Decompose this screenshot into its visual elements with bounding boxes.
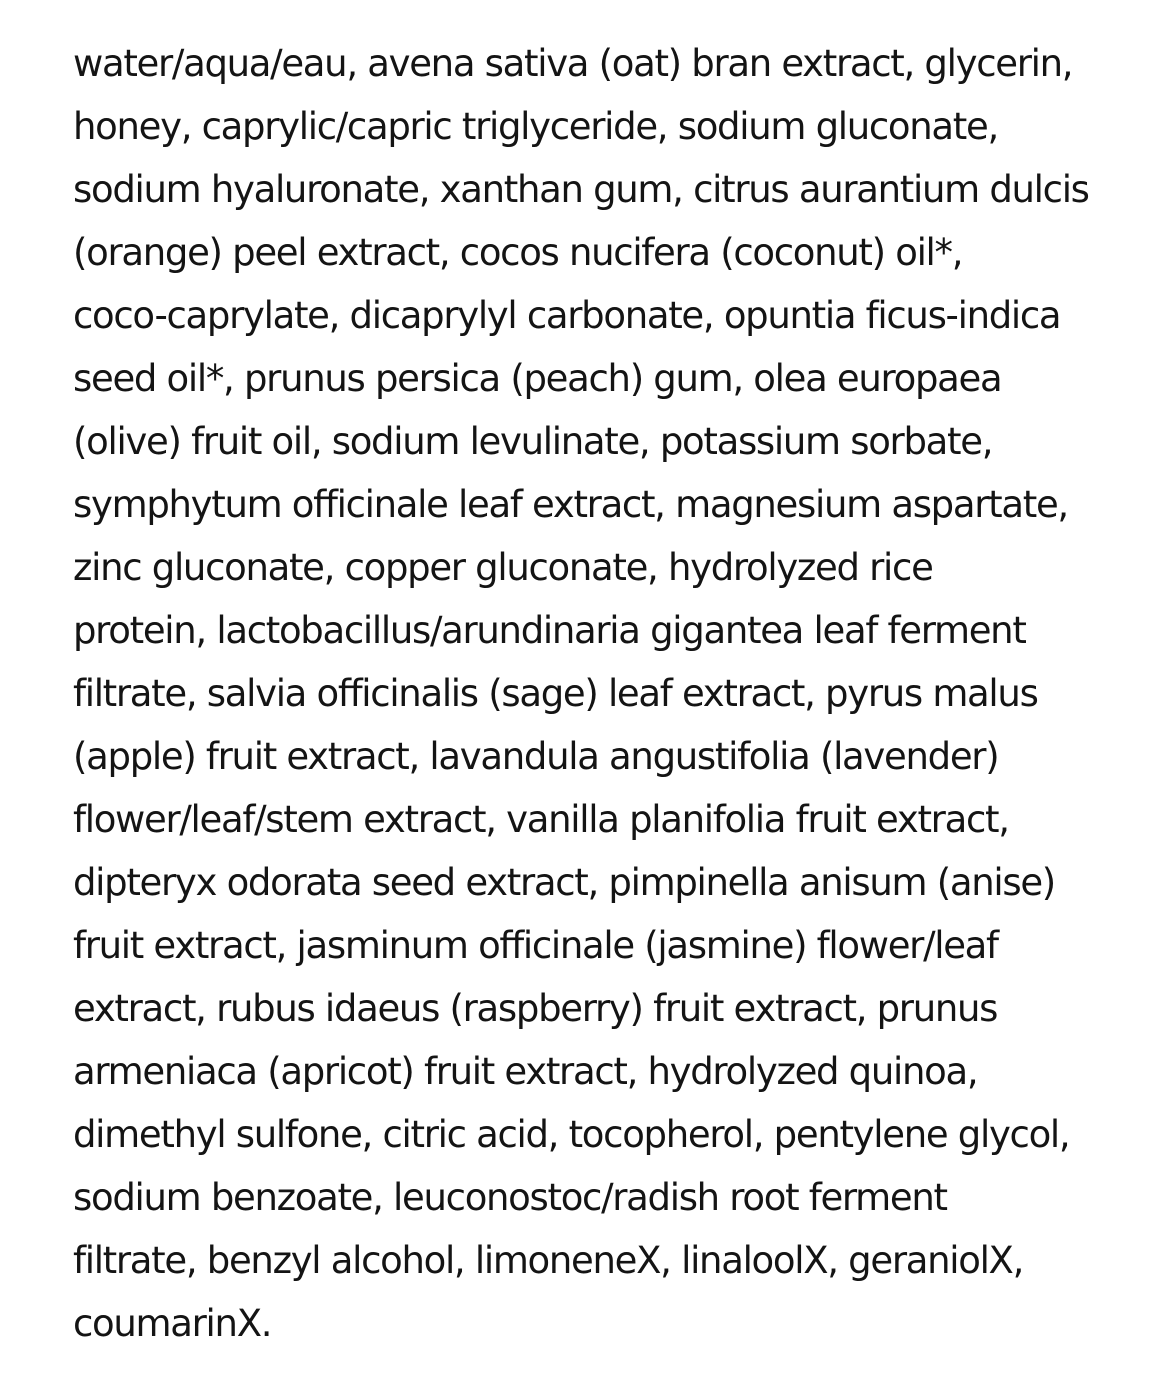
ingredient-line: flower/leaf/stem extract, vanilla planifolia fruit extract, bbox=[73, 798, 1009, 841]
ingredient-line: seed oil*, prunus persica (peach) gum, olea europaea bbox=[73, 357, 1002, 400]
ingredient-line: (apple) fruit extract, lavandula angustifolia (lavender) bbox=[73, 735, 999, 778]
ingredient-line: honey, caprylic/capric triglyceride, sodium gluconate, bbox=[73, 105, 998, 148]
ingredient-line: sodium benzoate, leuconostoc/radish root ferment bbox=[73, 1176, 947, 1219]
ingredient-line: zinc gluconate, copper gluconate, hydrolyzed rice bbox=[73, 546, 933, 589]
ingredient-line: symphytum officinale leaf extract, magnesium aspartate, bbox=[73, 483, 1068, 526]
ingredient-line: protein, lactobacillus/arundinaria gigantea leaf ferment bbox=[73, 609, 1026, 652]
ingredient-line: sodium hyaluronate, xanthan gum, citrus aurantium dulcis bbox=[73, 168, 1089, 211]
ingredient-line: armeniaca (apricot) fruit extract, hydrolyzed quinoa, bbox=[73, 1050, 978, 1093]
ingredient-line: dipteryx odorata seed extract, pimpinella anisum (anise) bbox=[73, 861, 1055, 904]
ingredient-line: (orange) peel extract, cocos nucifera (coconut) oil*, bbox=[73, 231, 963, 274]
ingredient-line: filtrate, benzyl alcohol, limoneneⅩ, linaloolⅩ, geraniolⅩ, bbox=[73, 1239, 1024, 1282]
ingredient-list bbox=[73, 32, 1133, 1355]
ingredient-line: extract, rubus idaeus (raspberry) fruit extract, prunus bbox=[73, 987, 998, 1030]
ingredient-line: (olive) fruit oil, sodium levulinate, potassium sorbate, bbox=[73, 420, 993, 463]
ingredient-line: dimethyl sulfone, citric acid, tocopherol, pentylene glycol, bbox=[73, 1113, 1070, 1156]
ingredient-line: water/aqua/eau, avena sativa (oat) bran extract, glycerin, bbox=[73, 42, 1073, 85]
ingredient-line: coco-caprylate, dicaprylyl carbonate, opuntia ficus-indica bbox=[73, 294, 1061, 337]
ingredient-line: coumarinⅩ. bbox=[73, 1302, 272, 1345]
ingredient-line: filtrate, salvia officinalis (sage) leaf extract, pyrus malus bbox=[73, 672, 1038, 715]
ingredient-line: fruit extract, jasminum officinale (jasmine) flower/leaf bbox=[73, 924, 998, 967]
